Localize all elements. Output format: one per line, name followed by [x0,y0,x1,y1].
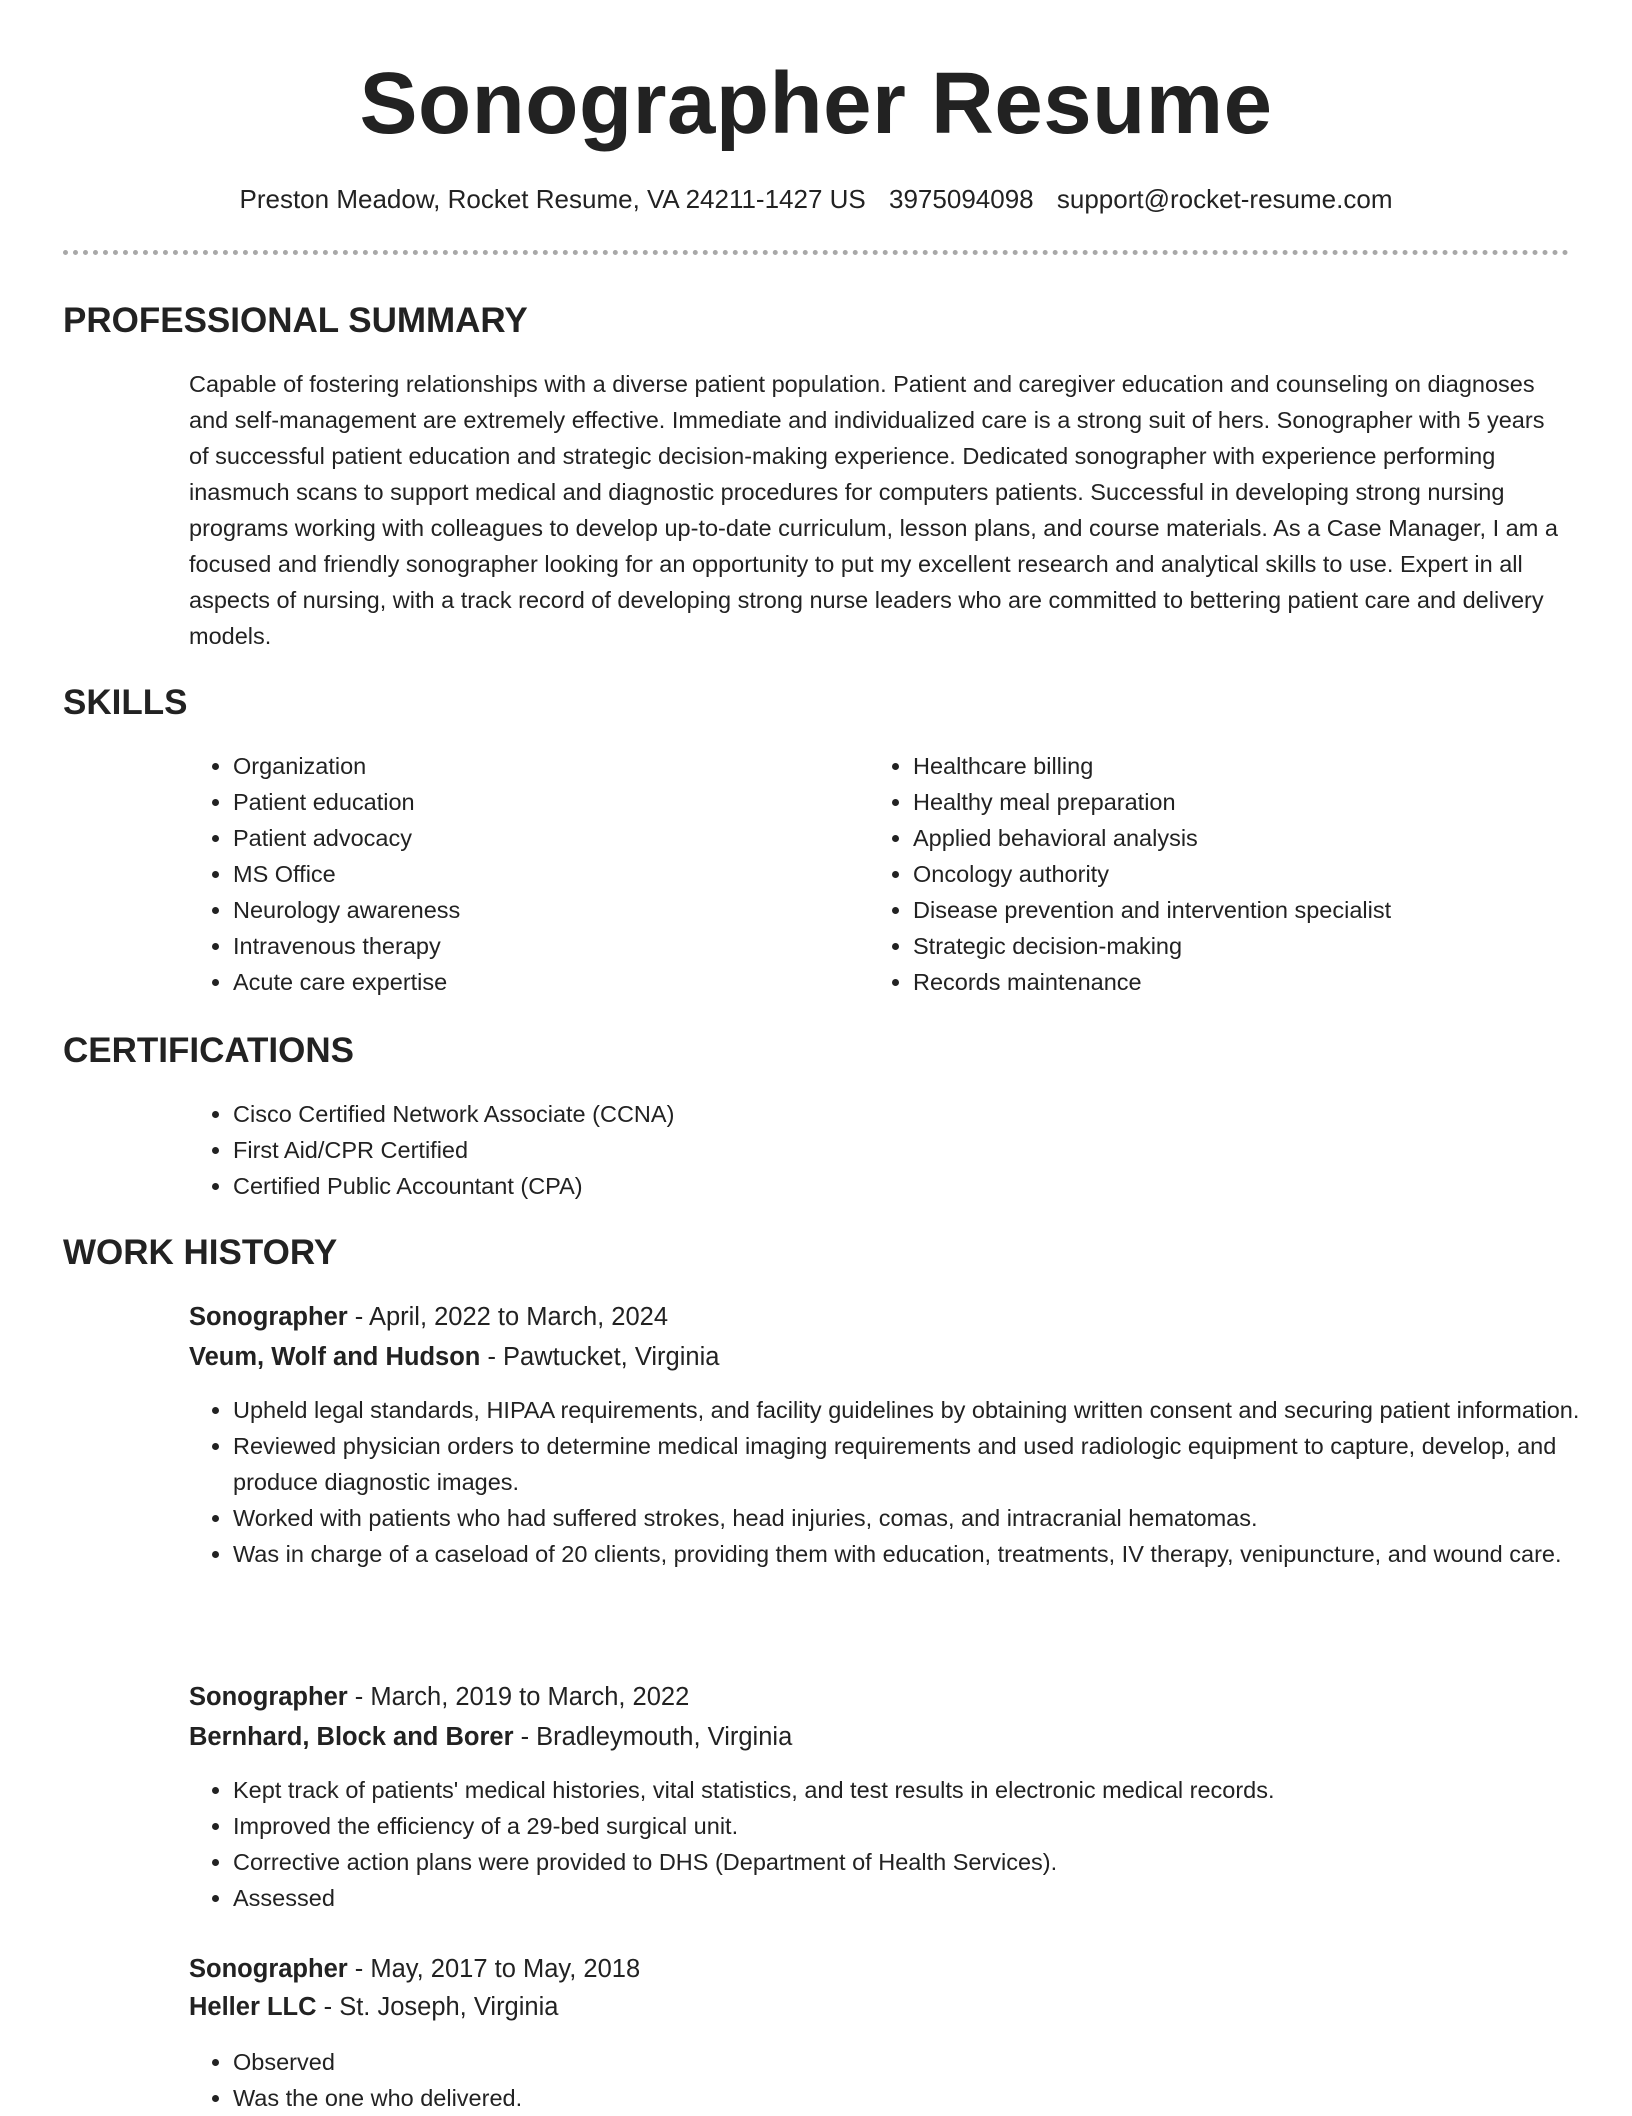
certification-item: • Cisco Certified Network Associate (CCNA) [233,1096,1613,1132]
job-bullet: • Assessed [233,1880,1583,1916]
job-title: Sonographer [189,1303,348,1331]
job-bullet: • Upheld legal standards, HIPAA requirements, and facility guidelines by obtaining written consent and securing patient information. [233,1392,1583,1428]
resume-title: Sonographer Resume [359,55,1273,152]
skill-item: • Healthy meal preparation [913,784,1613,820]
job-bullet: • Observed [233,2044,1583,2080]
job-dates: - April, 2022 to March, 2024 [347,1303,669,1331]
header-divider [63,250,1569,255]
summary-heading: PROFESSIONAL SUMMARY [63,301,528,340]
job-company-line [189,1988,558,2026]
contact-address: Preston Meadow, Rocket Resume, VA 24211-1427 US [239,184,866,214]
job-bullet: • Worked with patients who had suffered strokes, head injuries, comas, and intracranial hematomas. [233,1500,1583,1536]
skill-item: • Records maintenance [913,964,1613,1000]
job-bullet: • Reviewed physician orders to determine medical imaging requirements and used radiologic equipment to capture, develop, and produce diagnostic images. [233,1428,1583,1500]
skill-item: • Patient education [233,784,833,820]
job-bullets [189,1772,1583,1916]
job-title: Sonographer [189,1683,348,1711]
skill-item: • Oncology authority [913,856,1613,892]
job-location: - Pawtucket, Virginia [480,1343,720,1371]
job-company-line [189,1718,792,1756]
skill-item: • Disease prevention and intervention specialist [913,892,1613,928]
skills-list-left [189,748,833,1000]
contact-email: support@rocket-resume.com [1056,184,1393,214]
job-bullet: • Corrective action plans were provided to DHS (Department of Health Services). [233,1844,1583,1880]
job-bullet: • Was the one who delivered. [233,2080,1583,2116]
certification-item: • Certified Public Accountant (CPA) [233,1168,1613,1204]
job-bullet: • Kept track of patients' medical histories, vital statistics, and test results in electronic medical records. [233,1772,1583,1808]
contact-phone: 3975094098 [889,184,1034,214]
certifications-heading: CERTIFICATIONS [63,1031,355,1070]
job-bullet: • Improved the efficiency of a 29-bed surgical unit. [233,1808,1583,1844]
job-bullet: • Was in charge of a caseload of 20 clients, providing them with education, treatments, IV therapy, venipuncture, and wound care. [233,1536,1583,1572]
job-title-line [189,1950,640,1988]
job-company-line [189,1338,719,1376]
job-location: - Bradleymouth, Virginia [513,1723,793,1751]
work-history-heading: WORK HISTORY [63,1233,338,1272]
job-location: - St. Joseph, Virginia [316,1993,559,2021]
skill-item: • Strategic decision-making [913,928,1613,964]
job-company: Heller LLC [189,1993,317,2021]
skills-list-right [869,748,1613,1000]
skill-item: • Neurology awareness [233,892,833,928]
job-title-line [189,1298,668,1336]
job-bullets [189,2044,1583,2116]
skill-item: • Intravenous therapy [233,928,833,964]
job-dates: - May, 2017 to May, 2018 [347,1955,641,1983]
job-dates: - March, 2019 to March, 2022 [347,1683,690,1711]
skill-item: • Patient advocacy [233,820,833,856]
job-bullets [189,1392,1583,1572]
skills-heading: SKILLS [63,683,188,722]
skill-item: • Applied behavioral analysis [913,820,1613,856]
summary-text: Capable of fostering relationships with a diverse patient population. Patient and caregiver education and counseling on diagnoses and self-management are extremely effective. Immediate and individualized care is a strong suit of hers. Sonographer with 5 years of successful patient education and strategic decision-making experience. Dedicated sonographer with experience performing inasmuch scans to support medical and diagnostic procedures for computers patients. Successful in developing strong nursing programs working with colleagues to develop up-to-date curriculum, lesson plans, and course materials. As a Case Manager, I am a focused and friendly sonographer looking for an opportunity to put my excellent research and analytical skills to use. Expert in all aspects of nursing, with a track record of developing strong nurse leaders who are committed to bettering patient care and delivery models. [189,371,1558,649]
contact-line [0,179,1632,219]
job-company: Bernhard, Block and Borer [189,1723,514,1751]
certifications-list [189,1096,1613,1204]
skill-item: • Healthcare billing [913,748,1613,784]
skill-item: • MS Office [233,856,833,892]
skill-item: • Acute care expertise [233,964,833,1000]
skill-item: • Organization [233,748,833,784]
certification-item: • First Aid/CPR Certified [233,1132,1613,1168]
job-title: Sonographer [189,1955,348,1983]
job-company: Veum, Wolf and Hudson [189,1343,481,1371]
job-title-line [189,1678,689,1716]
